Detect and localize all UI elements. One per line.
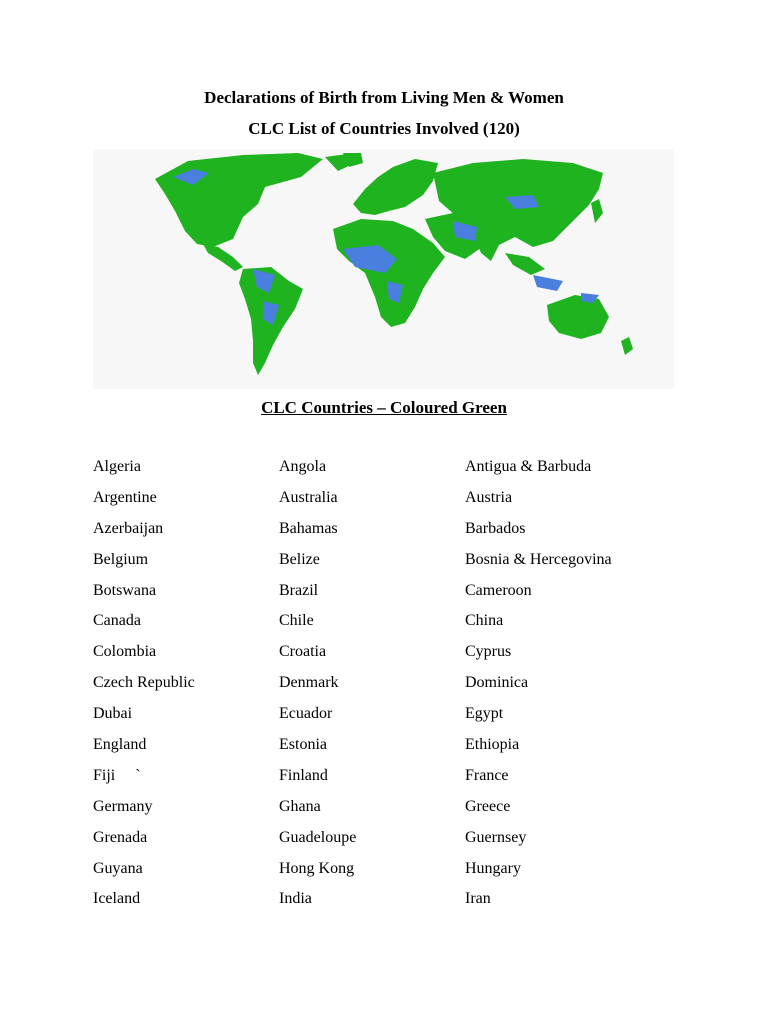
country-name: Belgium [93,550,149,568]
country-name: Finland [279,766,328,784]
country-name: Chile [279,612,314,630]
country-name: Algeria [93,458,141,475]
country-name: Egypt [465,705,504,723]
country-row [0,829,768,860]
country-name: Barbados [465,519,526,537]
country-name: Hong Kong [279,859,355,877]
country-name: Azerbaijan [93,519,164,537]
country-name: Brazil [279,581,319,599]
country-name: Fiji ` [93,766,141,784]
section-heading: CLC Countries – Coloured Green [261,398,507,417]
country-name: Iceland [93,890,141,908]
country-row [0,582,768,613]
country-row [0,705,768,736]
country-name: Dominica [465,674,529,692]
country-name: Cyprus [465,643,512,661]
country-name: Bosnia & Hercegovina [465,550,612,568]
country-row [0,674,768,705]
country-name: Czech Republic [93,674,195,692]
country-name: Australia [279,488,338,506]
country-name: China [465,612,504,630]
country-name: Colombia [93,643,157,661]
country-row [0,890,768,921]
clc-countries-green [155,153,633,375]
country-row [0,767,768,798]
country-row [0,860,768,891]
country-name: Guernsey [465,828,527,846]
country-list [0,458,768,921]
country-name: France [465,766,509,784]
country-name: Estonia [279,736,327,754]
country-name: Austria [465,488,513,506]
country-name: India [279,890,312,908]
country-name: Ghana [279,797,321,815]
country-name: Croatia [279,643,327,661]
country-row [0,798,768,829]
country-row [0,551,768,582]
country-name: Germany [93,797,153,815]
country-name: Guyana [93,859,143,877]
country-name: Argentine [93,488,157,506]
country-name: Dubai [93,705,133,723]
country-name: Bahamas [279,519,338,537]
country-name: Angola [279,458,327,475]
country-row [0,458,768,489]
country-name: Botswana [93,581,157,599]
country-name: Greece [465,797,511,815]
document-title: Declarations of Birth from Living Men & Women [204,88,564,107]
country-name: Ecuador [279,705,333,723]
country-row [0,612,768,643]
country-row [0,520,768,551]
country-name: England [93,736,147,754]
country-name: Iran [465,890,491,908]
country-row [0,736,768,767]
world-map-graphic [93,149,674,389]
document-subtitle: CLC List of Countries Involved (120) [248,119,520,138]
country-name: Cameroon [465,581,532,599]
country-name: Hungary [465,859,521,877]
country-row [0,489,768,520]
country-row [0,643,768,674]
country-name: Antigua & Barbuda [465,458,592,475]
country-name: Belize [279,550,320,568]
world-map [93,149,674,389]
country-name: Canada [93,612,141,630]
country-name: Ethiopia [465,736,520,754]
country-name: Guadeloupe [279,828,357,846]
country-name: Grenada [93,828,148,846]
country-name: Denmark [279,674,339,692]
